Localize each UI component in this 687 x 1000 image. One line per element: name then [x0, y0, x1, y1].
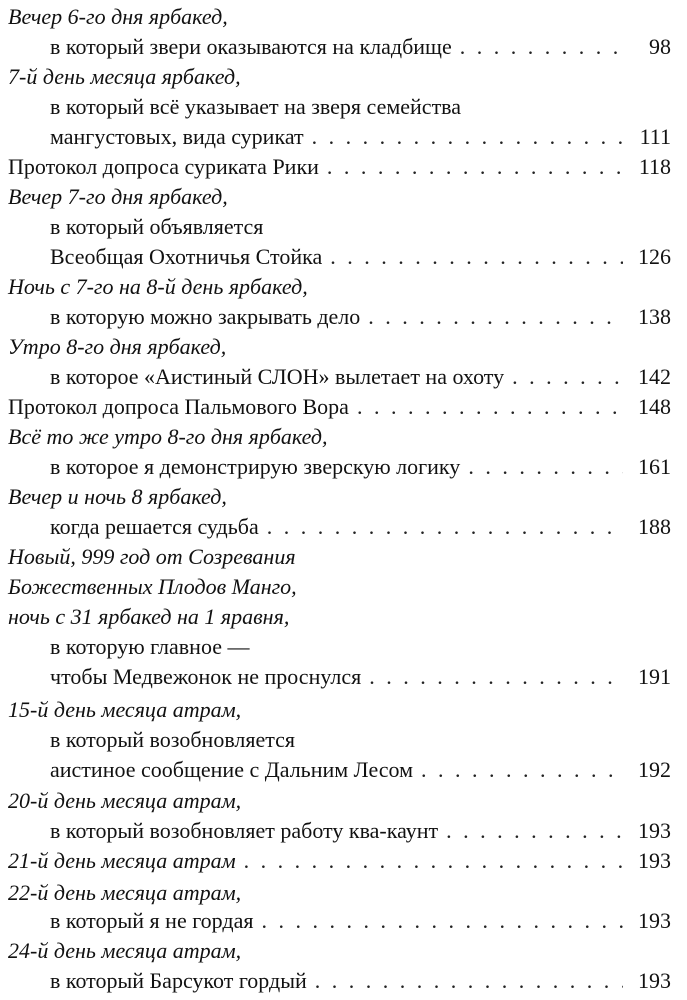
- dot-leader: [512, 362, 623, 392]
- toc-entry-title-line: в который возобновляется: [50, 727, 296, 752]
- dot-leader: [369, 662, 623, 692]
- page-number: 193: [638, 848, 671, 873]
- toc-heading: 15-й день месяца атрам,: [8, 697, 242, 722]
- toc-entry-title: в который Барсукот гордый: [50, 968, 307, 993]
- dot-leader: [244, 846, 623, 876]
- toc-heading: Новый, 999 год от Созревания: [8, 544, 296, 569]
- toc-entry[interactable]: [0, 392, 687, 422]
- toc-entry[interactable]: [0, 846, 687, 876]
- toc-heading: 20-й день месяца атрам,: [8, 788, 242, 813]
- toc-entry-title-line: в которую главное —: [50, 634, 250, 659]
- toc-entry[interactable]: [0, 32, 687, 62]
- toc-entry[interactable]: [0, 512, 687, 542]
- page-number: 148: [638, 394, 671, 419]
- toc-heading: Ночь с 7-го на 8-й день ярбакед,: [8, 274, 308, 299]
- dot-leader: [357, 392, 623, 422]
- toc-heading: Вечер 7-го дня ярбакед,: [8, 184, 228, 209]
- toc-entry[interactable]: [0, 906, 687, 936]
- toc-heading: Всё то же утро 8-го дня ярбакед,: [8, 424, 328, 449]
- toc-heading: 22-й день месяца атрам,: [8, 880, 242, 905]
- toc-entry[interactable]: [0, 966, 687, 996]
- toc-entry-title: чтобы Медвежонок не проснулся: [50, 664, 362, 689]
- toc-entry-title: мангустовых, вида сурикат: [50, 124, 304, 149]
- toc-entry[interactable]: [0, 662, 687, 692]
- toc-entry-title-line: в который всё указывает на зверя семейства: [50, 94, 462, 119]
- toc-entry-title: в которое «Аистиный СЛОН» вылетает на охоту: [50, 364, 505, 389]
- toc-heading: Утро 8-го дня ярбакед,: [8, 334, 227, 359]
- page-number: 193: [638, 968, 671, 993]
- page-number: 98: [649, 34, 671, 59]
- toc-heading: Вечер 6-го дня ярбакед,: [8, 4, 228, 29]
- page-number: 138: [638, 304, 671, 329]
- page-number: 192: [638, 757, 671, 782]
- toc-entry-title-line: в который объявляется: [50, 214, 264, 239]
- toc-entry[interactable]: [0, 152, 687, 182]
- toc-entry-title: аистиное сообщение с Дальним Лесом: [50, 757, 414, 782]
- page-number: 193: [638, 908, 671, 933]
- toc-heading: Божественных Плодов Манго,: [8, 574, 297, 599]
- toc-entry[interactable]: [0, 122, 687, 152]
- toc-entry-title: в которое я демонстрирую зверскую логику: [50, 454, 461, 479]
- toc-entry-title: в который возобновляет работу ква-каунт: [50, 818, 439, 843]
- toc-heading: Вечер и ночь 8 ярбакед,: [8, 484, 227, 509]
- page-number: 191: [638, 664, 671, 689]
- dot-leader: [368, 302, 623, 332]
- page-number: 126: [638, 244, 671, 269]
- toc-entry[interactable]: [0, 452, 687, 482]
- dot-leader: [261, 906, 623, 936]
- toc-entry-title: когда решается судьба: [50, 514, 259, 539]
- toc-entry-title: в который я не гордая: [50, 908, 254, 933]
- toc-entry-title: Протокол допроса суриката Рики: [8, 154, 319, 179]
- dot-leader: [267, 512, 623, 542]
- page-number: 142: [638, 364, 671, 389]
- dot-leader: [315, 966, 623, 996]
- dot-leader: [312, 122, 623, 152]
- dot-leader: [330, 242, 623, 272]
- dot-leader: [460, 32, 623, 62]
- page-number: 188: [638, 514, 671, 539]
- page-number: 193: [638, 818, 671, 843]
- toc-entry[interactable]: [0, 362, 687, 392]
- dot-leader: [421, 755, 623, 785]
- toc-entry-title: 21-й день месяца атрам: [8, 848, 236, 873]
- dot-leader: [468, 452, 623, 482]
- toc-entry[interactable]: [0, 755, 687, 785]
- page-number: 111: [639, 124, 671, 149]
- toc-heading: 24-й день месяца атрам,: [8, 938, 242, 963]
- dot-leader: [446, 816, 623, 846]
- toc-entry[interactable]: [0, 302, 687, 332]
- page-number: 118: [638, 154, 671, 179]
- toc-entry-title: в который звери оказываются на кладбище: [50, 34, 452, 59]
- page-number: 161: [638, 454, 671, 479]
- toc-entry-title: Всеобщая Охотничья Стойка: [50, 244, 323, 269]
- toc-heading: ночь с 31 ярбакед на 1 яравня,: [8, 604, 290, 629]
- dot-leader: [327, 152, 623, 182]
- toc-entry[interactable]: [0, 816, 687, 846]
- toc-entry[interactable]: [0, 242, 687, 272]
- toc-entry-title: в которую можно закрывать дело: [50, 304, 361, 329]
- toc-entry-title: Протокол допроса Пальмового Вора: [8, 394, 349, 419]
- toc-heading: 7-й день месяца ярбакед,: [8, 64, 241, 89]
